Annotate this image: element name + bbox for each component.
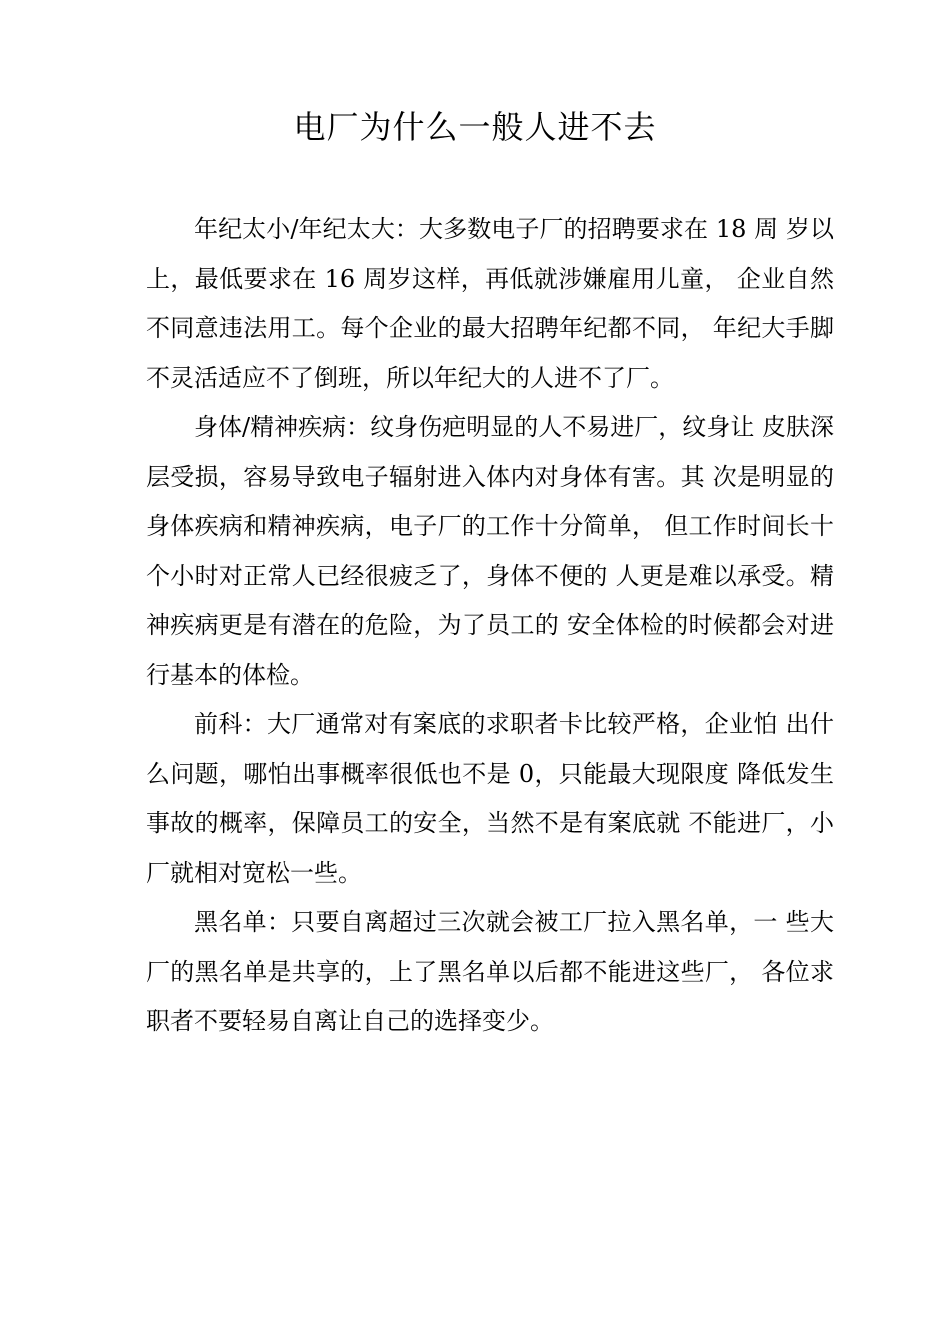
paragraph-blacklist: 黑名单：只要自离超过三次就会被工厂拉入黑名单，一 些大厂的黑名单是共享的，上了黑名单以后都不能进这些厂， 各位求职者不要轻易自离让自己的选择变少。: [146, 908, 834, 1035]
paragraph-age: 年纪太小/年纪太大：大多数电子厂的招聘要求在 18 周 岁以上，最低要求在 16 周岁这样，再低就涉嫌雇用儿童， 企业自然不同意违法用工。每个企业的最大招聘年纪都不同， 年纪大手脚不灵活适应不了倒班，所以年纪大的人进不了厂。: [146, 215, 834, 392]
paragraph-criminal-record: 前科：大厂通常对有案底的求职者卡比较严格，企业怕 出什么问题，哪怕出事概率很低也不是 0，只能最大现限度 降低发生事故的概率，保障员工的安全，当然不是有案底就 不能进厂，小厂就相对宽松一些。: [146, 710, 834, 887]
paragraph-health: 身体/精神疾病：纹身伤疤明显的人不易进厂，纹身让 皮肤深层受损，容易导致电子辐射进入体内对身体有害。其 次是明显的身体疾病和精神疾病，电子厂的工作十分简单， 但工作时间长十个小时对正常人已经很疲乏了，身体不便的 人更是难以承受。精神疾病更是有潜在的危险，为了员工的 安全体检的时候都会对进行基本的体检。: [146, 413, 834, 689]
document-title: 电厂为什么一般人进不去: [293, 108, 657, 146]
document-body: [146, 205, 834, 1047]
